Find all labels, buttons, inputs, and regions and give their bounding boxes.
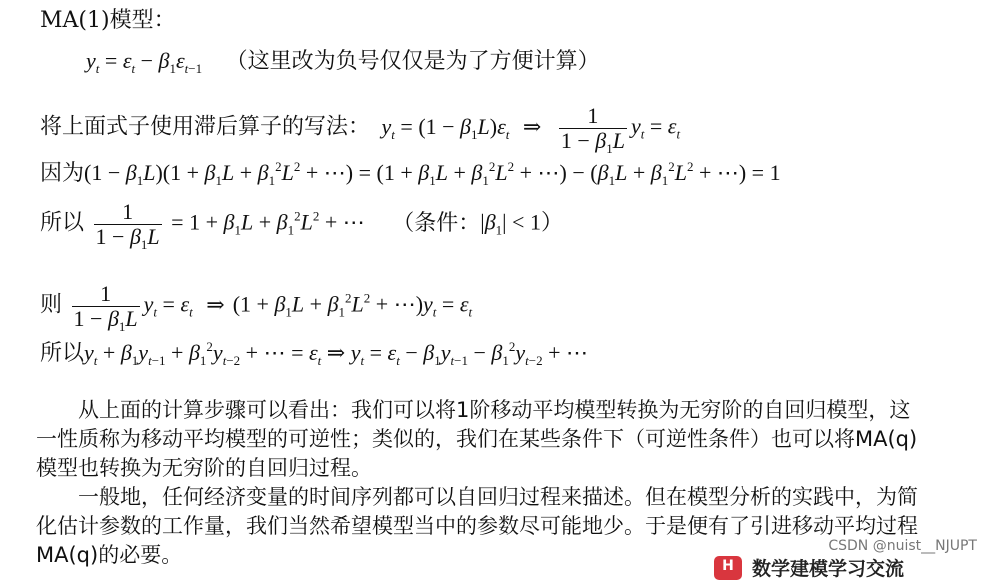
paragraph-economic-variables: 一般地，任何经济变量的时间序列都可以自回归过程来描述。但在模型分析的实践中，为简化估计参数的工作量，我们当然希望模型当中的参数尽可能地少。于是便有了引进移动平均过程MA(q)的必要。 <box>36 485 918 567</box>
ma1-equation: $y_t = \varepsilon_t - \beta_1\varepsilon_{t-1}$ （这里改为负号仅仅是为了方便计算） <box>86 48 600 76</box>
lag-operator-line: 将上面式子使用滞后算子的写法： $y_t = (1 - \beta_1L)\varepsilon_t$ ⇒ $\frac{1}{1 - \beta_1L}$ $y_t = \varepsilon_t$ <box>40 103 681 156</box>
lag-operator-label: 将上面式子使用滞后算子的写法： <box>40 113 371 139</box>
then-label: 则 <box>40 291 63 317</box>
condition-label: （条件： <box>392 209 481 235</box>
model-title: MA(1)模型： <box>40 8 176 33</box>
sign-note: （这里改为负号仅仅是为了方便计算） <box>225 48 600 73</box>
csdn-watermark: CSDN @nuist__NJUPT <box>828 538 977 554</box>
condition-close: ） <box>540 209 563 235</box>
because-line: 因为$(1 - \beta_1L)(1 + \beta_1L + \beta_1^2L^2$ + ⋯) = ($1 + \beta_1L + \beta_1^2L^2$ + ⋯) − ($\beta_1L + \beta_1^2L^2$ + ⋯) = 1 <box>40 159 781 188</box>
brand-logo-icon: H <box>714 556 742 580</box>
result-label: 所以 <box>40 340 85 365</box>
therefore-line: 所以 $\frac{1}{1 - \beta_1L}$ = $1 + \beta_1L + \beta_1^2L^2$ + ⋯ （条件：$|\beta_1| < 1$） <box>40 199 563 252</box>
result-line: 所以$y_t + \beta_1y_{t-1} + \beta_1^2y_{t-2}$ + ⋯ = $\varepsilon_t$ ⇒ $y_t = \varepsilon_t - \beta_1y_{t-1} - \beta_1^2y_{t-2}$ + ⋯ <box>40 339 588 368</box>
therefore-label: 所以 <box>40 209 85 235</box>
brand-text: 数学建模学习交流 <box>752 558 905 580</box>
then-line: 则 $\frac{1}{1 - \beta_1L}$ $y_t = \varepsilon_t$ ⇒ ($1 + \beta_1L + \beta_1^2L^2$ + $\cdots)y_t = \varepsilon_t$ <box>40 281 473 334</box>
because-label: 因为 <box>40 160 85 185</box>
paragraph-invertibility: 从上面的计算步骤可以看出：我们可以将1阶移动平均模型转换为无穷阶的自回归模型，这一性质称为移动平均模型的可逆性；类似的，我们在某些条件下（可逆性条件）也可以将MA(q)模型也转换为无穷阶的自回归过程。 <box>36 398 918 480</box>
